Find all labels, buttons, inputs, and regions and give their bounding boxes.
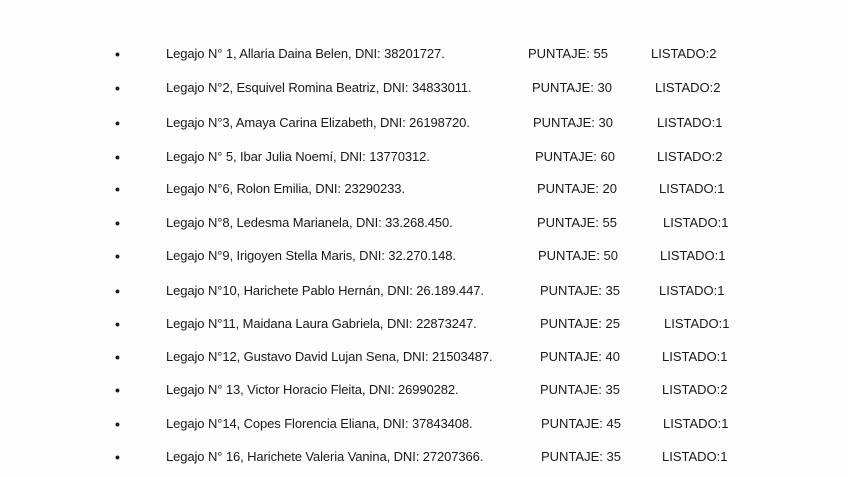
puntaje-value: PUNTAJE: 25	[540, 316, 620, 331]
listado-value: LISTADO:2	[655, 80, 721, 95]
listado-value: LISTADO:1	[662, 349, 728, 364]
bullet-icon: •	[115, 46, 120, 62]
list-item	[0, 78, 848, 98]
bullet-icon: •	[115, 449, 120, 465]
listado-value: LISTADO:2	[662, 382, 728, 397]
entry-text: Legajo N°2, Esquivel Romina Beatriz, DNI: 34833011.	[166, 80, 472, 95]
puntaje-value: PUNTAJE: 45	[541, 416, 621, 431]
puntaje-value: PUNTAJE: 35	[540, 283, 620, 298]
entry-text: Legajo N° 1, Allaria Daina Belen, DNI: 38201727.	[166, 46, 445, 61]
bullet-icon: •	[115, 316, 120, 332]
entry-text: Legajo N° 13, Victor Horacio Fleita, DNI: 26990282.	[166, 382, 459, 397]
list-item	[0, 414, 848, 434]
bullet-icon: •	[115, 416, 120, 432]
listado-value: LISTADO:1	[662, 449, 728, 464]
entry-text: Legajo N°12, Gustavo David Lujan Sena, DNI: 21503487.	[166, 349, 493, 364]
list-item	[0, 314, 848, 334]
puntaje-value: PUNTAJE: 30	[532, 80, 612, 95]
bullet-icon: •	[115, 349, 120, 365]
list-item	[0, 347, 848, 367]
entry-text: Legajo N°8, Ledesma Marianela, DNI: 33.268.450.	[166, 215, 453, 230]
listado-value: LISTADO:2	[651, 46, 717, 61]
bullet-icon: •	[115, 181, 120, 197]
listado-value: LISTADO:1	[659, 283, 725, 298]
puntaje-value: PUNTAJE: 30	[533, 115, 613, 130]
listado-value: LISTADO:1	[659, 181, 725, 196]
entry-text: Legajo N°3, Amaya Carina Elizabeth, DNI: 26198720.	[166, 115, 470, 130]
list-item	[0, 147, 848, 167]
puntaje-value: PUNTAJE: 40	[540, 349, 620, 364]
list-item	[0, 213, 848, 233]
bullet-icon: •	[115, 248, 120, 264]
entry-text: Legajo N°10, Harichete Pablo Hernán, DNI: 26.189.447.	[166, 283, 484, 298]
bullet-icon: •	[115, 215, 120, 231]
list-item	[0, 44, 848, 64]
entry-text: Legajo N°9, Irigoyen Stella Maris, DNI: 32.270.148.	[166, 248, 456, 263]
entry-text: Legajo N°6, Rolon Emilia, DNI: 23290233.	[166, 181, 405, 196]
listado-value: LISTADO:2	[657, 149, 723, 164]
listado-value: LISTADO:1	[663, 215, 729, 230]
bullet-icon: •	[115, 283, 120, 299]
entry-text: Legajo N° 16, Harichete Valeria Vanina, DNI: 27207366.	[166, 449, 484, 464]
listado-value: LISTADO:1	[664, 316, 730, 331]
bullet-icon: •	[115, 80, 120, 96]
puntaje-value: PUNTAJE: 35	[541, 449, 621, 464]
list-item	[0, 179, 848, 199]
bullet-icon: •	[115, 149, 120, 165]
entry-text: Legajo N°14, Copes Florencia Eliana, DNI: 37843408.	[166, 416, 473, 431]
puntaje-value: PUNTAJE: 50	[538, 248, 618, 263]
puntaje-value: PUNTAJE: 55	[528, 46, 608, 61]
puntaje-value: PUNTAJE: 55	[537, 215, 617, 230]
puntaje-value: PUNTAJE: 60	[535, 149, 615, 164]
entry-text: Legajo N°11, Maidana Laura Gabriela, DNI: 22873247.	[166, 316, 477, 331]
puntaje-value: PUNTAJE: 35	[540, 382, 620, 397]
list-item	[0, 447, 848, 467]
list-item	[0, 380, 848, 400]
list-item	[0, 246, 848, 266]
list-item	[0, 281, 848, 301]
listado-value: LISTADO:1	[657, 115, 723, 130]
listado-value: LISTADO:1	[663, 416, 729, 431]
entry-text: Legajo N° 5, Ibar Julia Noemí, DNI: 13770312.	[166, 149, 430, 164]
list-item	[0, 113, 848, 133]
listado-value: LISTADO:1	[660, 248, 726, 263]
bullet-icon: •	[115, 382, 120, 398]
bullet-icon: •	[115, 115, 120, 131]
puntaje-value: PUNTAJE: 20	[537, 181, 617, 196]
